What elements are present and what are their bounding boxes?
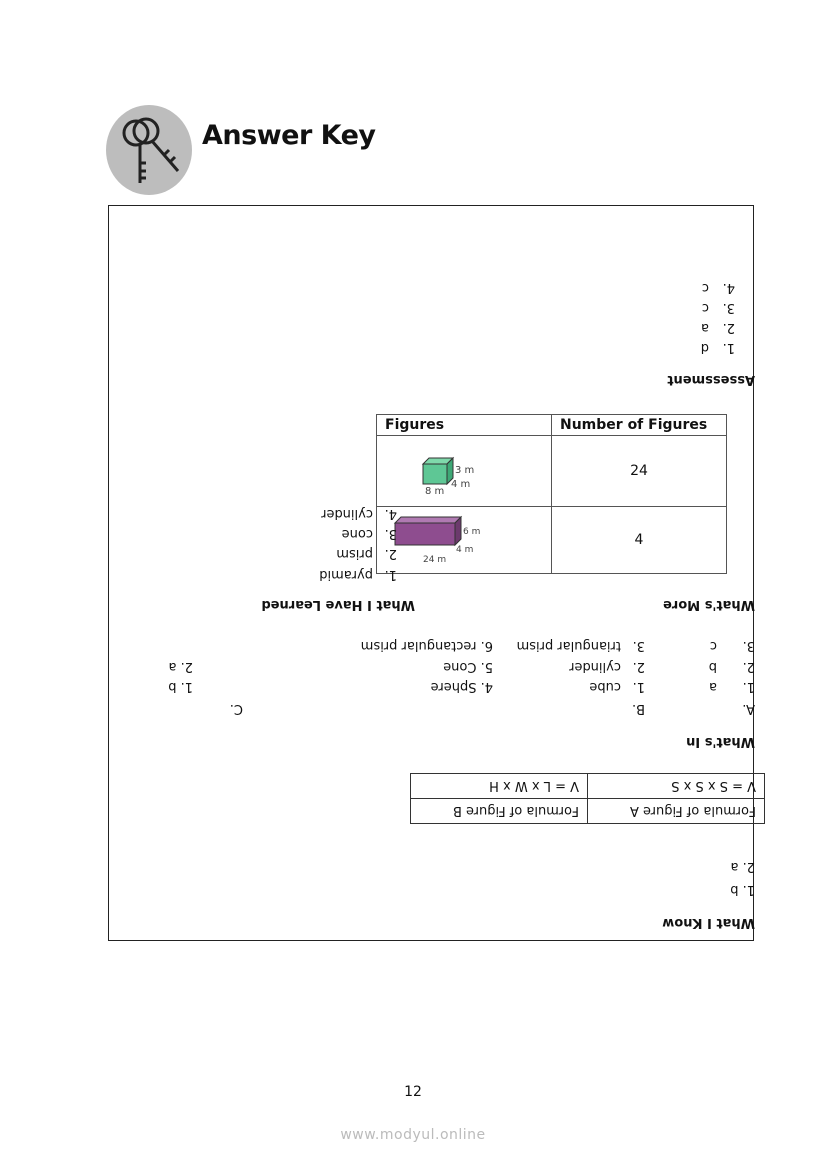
figures-number-2: 24 xyxy=(552,436,727,507)
whats-in-b-word-3: triangular prism xyxy=(516,638,621,653)
figures-header-figures: Figures xyxy=(377,415,552,436)
whats-in-a-letter-1: a xyxy=(709,679,717,694)
assessment-heading: Assessment xyxy=(667,372,755,387)
formula-cell-a: V = S x S x S xyxy=(588,774,765,799)
learned-number-1: 1. xyxy=(384,567,397,582)
whats-in-c-item-1: 1. b xyxy=(168,679,193,694)
assessment-number-3: 3. xyxy=(722,300,735,315)
learned-item-2: prism xyxy=(336,546,373,561)
green-box-figure xyxy=(377,436,523,502)
dim-height: 3 m xyxy=(455,465,475,476)
whats-in-b2-item-2: 5. Cone xyxy=(443,659,493,674)
assessment-number-4: 4. xyxy=(722,280,735,295)
whats-in-b2-item-1: 4. Sphere xyxy=(430,679,493,694)
whats-in-b-word-2: cylinder xyxy=(569,659,621,674)
whats-more-heading: What's More xyxy=(663,597,755,612)
assessment-letter-3: c xyxy=(701,300,709,315)
assessment-letter-4: c xyxy=(701,280,709,295)
whats-in-b-number-1: 1. xyxy=(632,679,645,694)
learned-item-3: cone xyxy=(341,526,373,541)
figures-table xyxy=(376,414,727,574)
whats-in-heading: What's In xyxy=(686,734,755,749)
whats-in-a-letter-3: c xyxy=(709,638,717,653)
learned-item-4: cylinder xyxy=(321,506,373,521)
assessment-letter-2: a xyxy=(701,320,709,335)
what-i-know-answer-1: 1. b xyxy=(730,882,755,897)
figure-cube-cell xyxy=(377,436,552,507)
whats-in-b-label: B. xyxy=(631,701,645,716)
whats-in-a-label: A. xyxy=(742,701,755,716)
dim-height: 6 m xyxy=(463,527,481,537)
assessment-number-2: 2. xyxy=(722,320,735,335)
whats-in-b2-item-3: 6. rectangular prism xyxy=(360,638,493,653)
purple-box-figure xyxy=(377,507,523,569)
whats-in-b-number-2: 2. xyxy=(632,659,645,674)
learned-item-1: pyramid xyxy=(319,567,373,582)
figures-number-1: 4 xyxy=(552,507,727,574)
whats-in-c-label: C. xyxy=(229,701,243,716)
whats-in-a-number-2: 2. xyxy=(742,659,755,674)
figure-prism-cell xyxy=(377,507,552,574)
whats-in-b-number-3: 3. xyxy=(632,638,645,653)
learned-number-3: 3. xyxy=(384,526,397,541)
formula-table xyxy=(410,773,765,824)
formula-header-b: Formula of Figure B xyxy=(411,799,588,824)
assessment-letter-1: d xyxy=(700,340,709,355)
dim-width: 4 m xyxy=(456,545,474,555)
watermark-link[interactable]: www.modyul.online xyxy=(340,1127,486,1143)
key-icon xyxy=(106,105,192,195)
what-i-know-answer-2: 2. a xyxy=(730,859,755,874)
whats-in-a-number-1: 1. xyxy=(742,679,755,694)
dim-width: 4 m xyxy=(451,479,471,490)
learned-number-4: 4. xyxy=(384,506,397,521)
whats-in-b-word-1: cube xyxy=(589,679,621,694)
assessment-number-1: 1. xyxy=(722,340,735,355)
whats-in-c-item-2: 2. a xyxy=(168,659,193,674)
whats-in-a-letter-2: b xyxy=(708,659,717,674)
answer-box xyxy=(108,205,754,941)
page-number: 12 xyxy=(404,1084,422,1100)
formula-header-a: Formula of Figure A xyxy=(588,799,765,824)
learned-number-2: 2. xyxy=(384,546,397,561)
answer-box-rotated-content xyxy=(109,206,755,942)
page-title: Answer Key xyxy=(202,120,376,151)
what-i-know-heading: What I Know xyxy=(662,915,755,930)
formula-cell-b: V = L x W x H xyxy=(411,774,588,799)
whats-in-a-number-3: 3. xyxy=(742,638,755,653)
what-i-have-learned-heading: What I Have Learned xyxy=(261,597,415,612)
dim-length: 8 m xyxy=(425,486,445,497)
dim-length: 24 m xyxy=(423,555,447,565)
figures-header-number: Number of Figures xyxy=(552,415,727,436)
